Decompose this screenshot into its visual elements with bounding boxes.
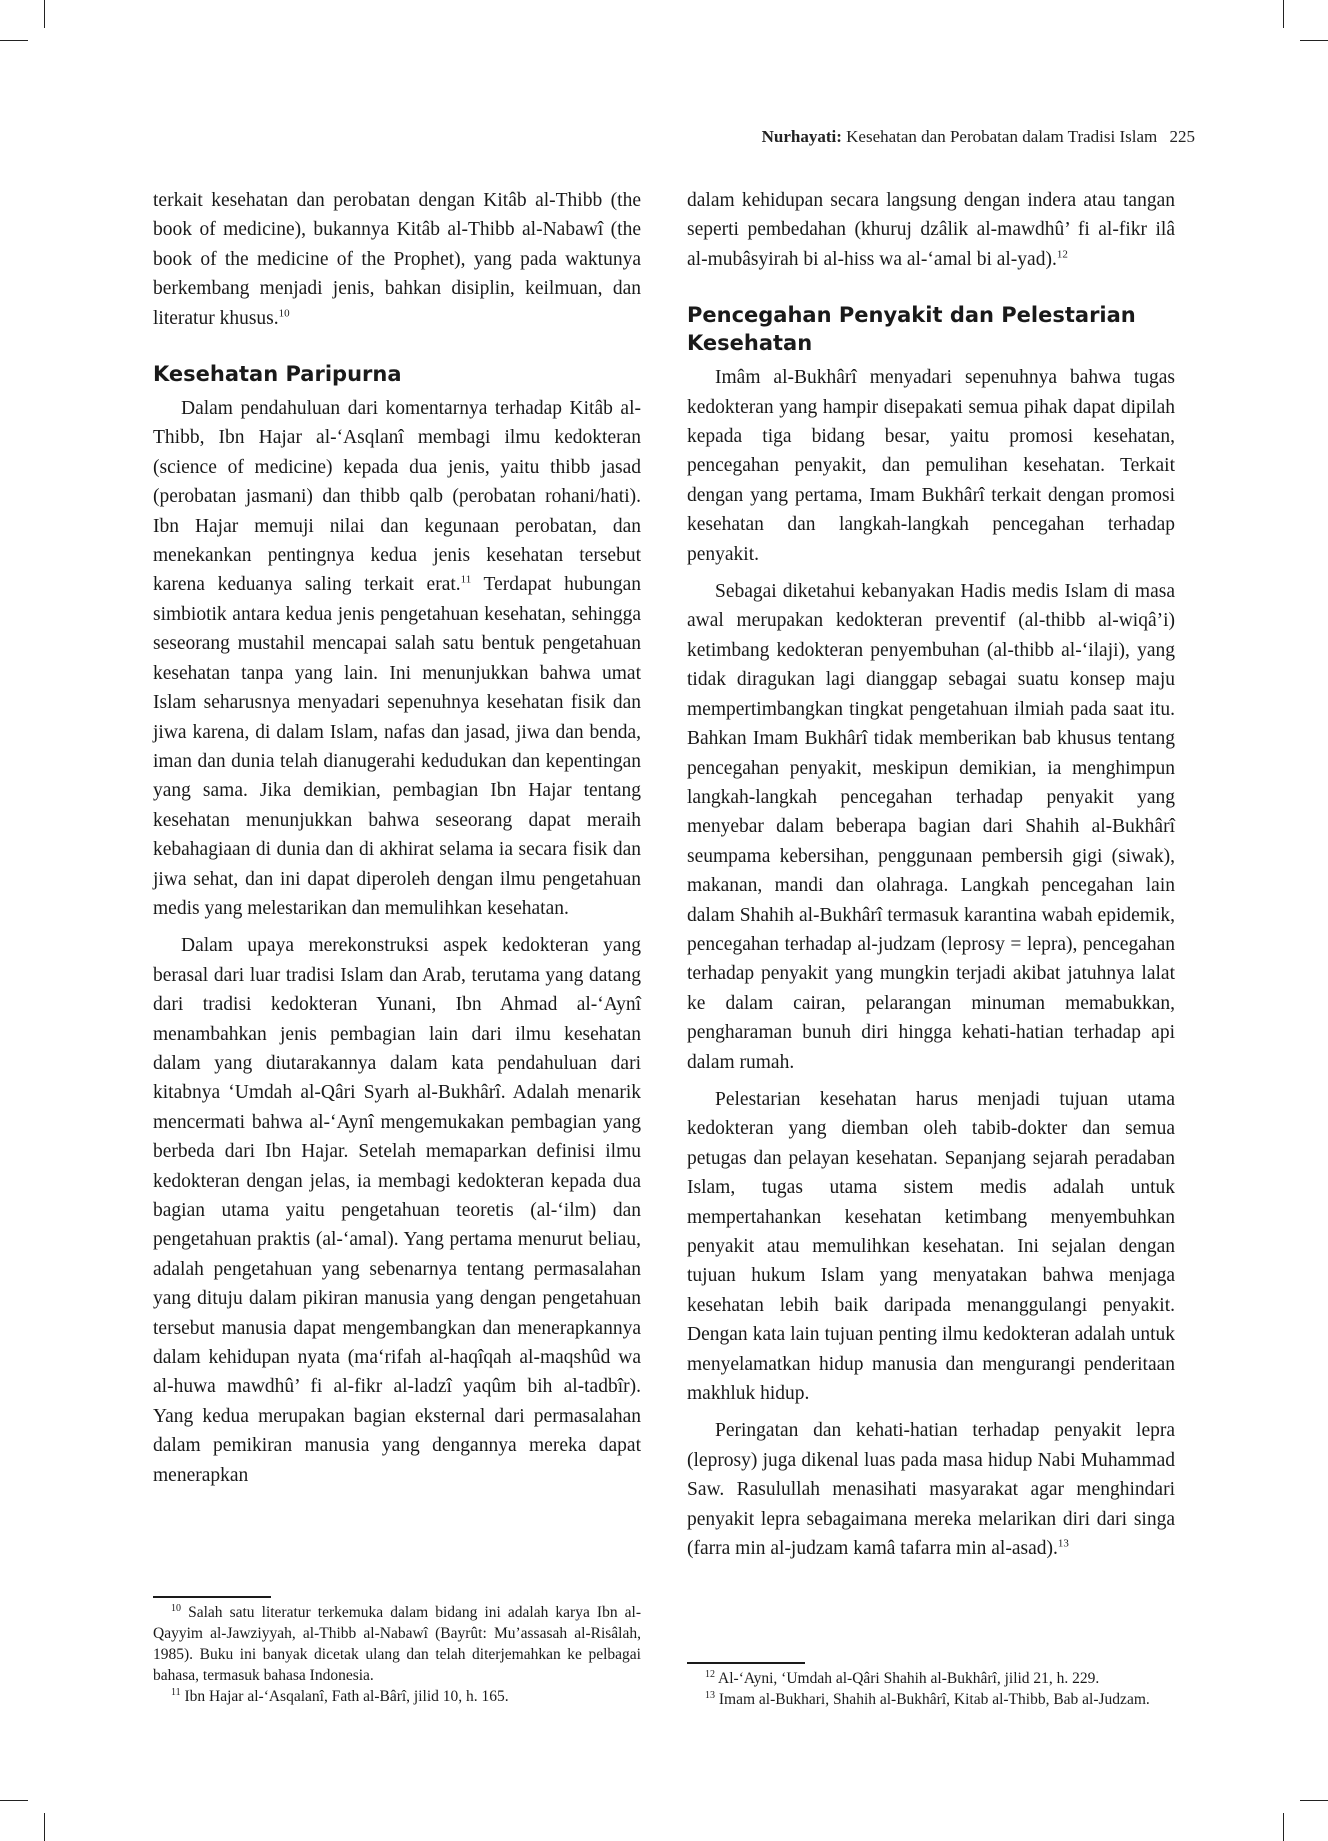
footnote-ref[interactable]: 11	[460, 573, 472, 586]
footnote-rule	[153, 1596, 271, 1598]
footnote	[153, 1686, 641, 1707]
crop-mark-bottom-right-v	[1283, 1813, 1284, 1841]
paragraph-text: Peringatan dan kehati-hatian terhadap penyakit lepra (leprosy) juga dikenal luas pada masa hidup Nabi Muhammad Saw. Rasulullah menasihati masyarakat agar menghindari penyakit lepra sebagaimana mereka melarikan diri dari singa (farra min al-judzam kamâ tafarra min al-asad).	[687, 1420, 1175, 1560]
footnote	[687, 1689, 1175, 1710]
right-column	[687, 186, 1175, 1563]
paragraph	[153, 186, 641, 333]
crop-mark-top-left	[0, 40, 28, 41]
footnote-number: 10	[171, 1602, 181, 1614]
paragraph: Imâm al-Bukhârî menyadari sepenuhnya bahwa tugas kedokteran yang hampir disepakati semua pihak dapat dipilah kepada tiga bidang besar, yaitu promosi kesehatan, pencegahan penyakit, dan pemulihan kesehatan. Terkait dengan yang pertama, Imam Bukhârî terkait dengan promosi kesehatan dan langkah-langkah pencegahan terhadap penyakit.	[687, 367, 1175, 565]
paragraph: Sebagai diketahui kebanyakan Hadis medis Islam di masa awal merupakan kedokteran preventif (al-thibb al-wiqâ’i) ketimbang kedokteran penyembuhan (al-thibb al-‘ilaji), yang tidak diragukan lagi dianggap sebagai suatu konsep maju mempertimbangkan tingkat pengetahuan ilmiah pada saat itu. Bahkan Imam Bukhârî tidak memberikan bab khusus tentang pencegahan penyakit, meskipun demikian, ia menghimpun langkah-langkah pencegahan terhadap penyakit yang menyebar dalam beberapa bagian dari Shahih al-Bukhârî seumpama kebersihan, penggunaan pembersih gigi (siwak), makanan, mandi dan olahraga. Langkah pencegahan lain dalam Shahih al-Bukhârî termasuk karantina wabah epidemik, pencegahan terhadap al-judzam (leprosy = lepra), pencegahan terhadap penyakit yang mungkin terjadi akibat jatuhnya lalat ke dalam cairan, pelarangan minuman memabukkan, pengharaman bunuh diri hingga kehati-hatian terhadap api dalam rumah.	[687, 581, 1175, 1073]
footnote-number: 13	[705, 1689, 715, 1701]
left-column	[153, 186, 641, 1490]
paragraph-text: terkait kesehatan dan perobatan dengan Kitâb al-Thibb (the book of medicine), bukannya Kitâb al-Thibb al-Nabawî (the book of the medicine of the Prophet), yang pada waktunya berkembang menjadi jenis, bahkan disiplin, keilmuan, dan literatur khusus.	[153, 190, 641, 329]
paragraph-text: dalam kehidupan secara langsung dengan indera atau tangan seperti pembedahan (khuruj dzâlik al-mawdhû’ fi al-fikr ilâ al-mubâsyirah bi al-hiss wa al-‘amal bi al-yad).	[687, 190, 1175, 270]
section-heading: Kesehatan Paripurna	[153, 362, 402, 387]
crop-mark-top-right-v	[1283, 0, 1284, 28]
footnote	[687, 1668, 1175, 1689]
footnote-text: Al-‘Ayni, ‘Umdah al-Qâri Shahih al-Bukhârî, jilid 21, h. 229.	[718, 1670, 1100, 1687]
footnote-ref[interactable]: 12	[1056, 248, 1068, 261]
crop-mark-bottom-right	[1300, 1800, 1328, 1801]
crop-mark-bottom-left-v	[44, 1813, 45, 1841]
paragraph	[153, 394, 641, 923]
footnote-ref[interactable]: 10	[278, 307, 290, 320]
footnotes-left	[153, 1602, 641, 1707]
footnote-text: Salah satu literatur terkemuka dalam bidang ini adalah karya Ibn al-Qayyim al-Jawziyyah, al-Thibb al-Nabawî (Bayrût: Mu’assasah al-Risâlah, 1985). Buku ini banyak dicetak ulang dan telah diterjemahkan ke pelbagai bahasa, termasuk bahasa Indonesia.	[153, 1604, 642, 1684]
footnote-rule	[687, 1662, 805, 1664]
paragraph-text: Dalam pendahuluan dari komentarnya terhadap Kitâb al-Thibb, Ibn Hajar al-‘Asqlanî membagi ilmu kedokteran (science of medicine) kepada dua jenis, yaitu thibb jasad (perobatan jasmani) dan thibb qalb (perobatan rohani/hati). Ibn Hajar memuji nilai dan kegunaan perobatan, dan menekankan pentingnya kedua jenis kesehatan tersebut karena keduanya saling terkait erat.	[153, 398, 641, 596]
paragraph	[687, 186, 1175, 274]
running-header	[762, 127, 1195, 147]
crop-mark-top-right	[1300, 40, 1328, 41]
crop-mark-bottom-left	[0, 1800, 28, 1801]
paragraph: Pelestarian kesehatan harus menjadi tujuan utama kedokteran yang diemban oleh tabib-dokter dan semua petugas dan pelayan kesehatan. Sepanjang sejarah peradaban Islam, tugas utama sistem medis adalah untuk mempertahankan kesehatan ketimbang menyembuhkan penyakit atau memulihkan kesehatan. Ini sejalan dengan tujuan hukum Islam yang menyatakan bahwa menjaga kesehatan lebih baik daripada menanggulangi penyakit. Dengan kata lain tujuan penting ilmu kedokteran adalah untuk menyelamatkan hidup manusia dan mengurangi penderitaan makhluk hidup.	[687, 1088, 1175, 1405]
footnote-number: 11	[171, 1686, 181, 1698]
page-number: 225	[1169, 127, 1195, 146]
header-author: Nurhayati:	[761, 127, 842, 146]
paragraph: Dalam upaya merekonstruksi aspek kedokteran yang berasal dari luar tradisi Islam dan Arab, terutama yang datang dari tradisi kedokteran Yunani, Ibn Ahmad al-‘Aynî menambahkan jenis pembagian lain dari ilmu kesehatan dalam yang diutarakannya dalam kata pendahuluan dari kitabnya ‘Umdah al-Qâri Syarh al-Bukhârî. Adalah menarik mencermati bahwa al-‘Aynî mengemukakan pembagian yang berbeda dari Ibn Hajar. Setelah memaparkan definisi ilmu kedokteran dengan jelas, ia membagi kedokteran kepada dua bagian utama yaitu pengetahuan teoretis (al-‘ilm) dan pengetahuan praktis (al-‘amal). Yang pertama menurut beliau, adalah pengetahuan yang sebenarnya tentang permasalahan yang dituju dalam pikiran manusia yang dengan pengetahuan tersebut manusia dapat mengembangkan dan menerapkannya dalam kehidupan nyata (ma‘rifah al-haqîqah al-maqshûd wa al-huwa mawdhû’ fi al-fikr al-ladzî yaqûm bih al-tadbîr). Yang kedua merupakan bagian eksternal dari permasalahan dalam pemikiran manusia yang dengannya mereka dapat menerapkan	[153, 935, 641, 1486]
footnote	[153, 1602, 641, 1686]
section-heading: Pencegahan Penyakit dan Pelestarian Kesehatan	[687, 303, 1136, 356]
footnote-text: Imam al-Bukhari, Shahih al-Bukhârî, Kitab al-Thibb, Bab al-Judzam.	[718, 1691, 1150, 1708]
footnote-ref[interactable]: 13	[1057, 1537, 1069, 1550]
footnotes-right	[687, 1668, 1175, 1710]
paragraph-text: Terdapat hubungan simbiotik antara kedua jenis pengetahuan kesehatan, sehingga seseorang mustahil mencapai salah satu bentuk pengetahuan kesehatan tanpa yang lain. Ini menunjukkan bahwa umat Islam seharusnya menyadari sepenuhnya kesehatan fisik dan jiwa karena, di dalam Islam, nafas dan jasad, jiwa dan benda, iman dan dunia telah dianugerahi kedudukan dan kepentingan yang sama. Jika demikian, pembagian Ibn Hajar tentang kesehatan menunjukkan bahwa seseorang dapat meraih kebahagiaan di dunia dan di akhirat selama ia secara fisik dan jiwa sehat, dan ini dapat diperoleh dengan ilmu pengetahuan medis yang melestarikan dan memulihkan kesehatan.	[153, 574, 641, 919]
crop-mark-top-left-v	[44, 0, 45, 28]
paragraph	[687, 1416, 1175, 1563]
footnote-text: Ibn Hajar al-‘Asqalanî, Fath al-Bârî, jilid 10, h. 165.	[184, 1688, 509, 1705]
footnote-number: 12	[705, 1668, 715, 1680]
header-title: Kesehatan dan Perobatan dalam Tradisi Islam	[846, 127, 1158, 146]
